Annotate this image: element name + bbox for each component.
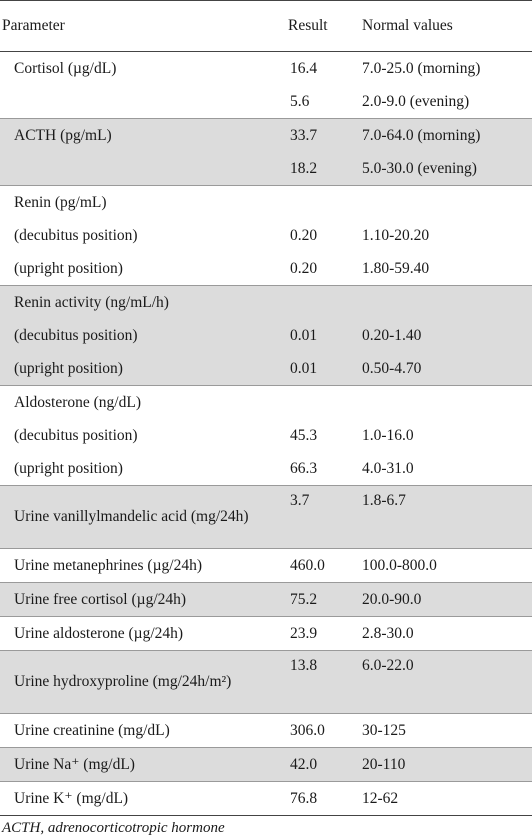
cell-result: 0.01 bbox=[272, 319, 360, 352]
cell-result: 13.8 bbox=[272, 651, 360, 714]
cell-normal bbox=[360, 186, 532, 220]
cell-normal: 2.8-30.0 bbox=[360, 617, 532, 651]
cell-parameter: Urine K⁺ (mg/dL) bbox=[0, 782, 272, 816]
cell-result: 0.20 bbox=[290, 259, 318, 277]
cell-normal: 0.50-4.70 bbox=[360, 352, 532, 386]
cell-parameter: (upright position) bbox=[14, 259, 123, 277]
cell-normal: 100.0-800.0 bbox=[360, 549, 532, 583]
cell-result: 75.2 bbox=[272, 583, 360, 617]
header-normal-values: Normal values bbox=[360, 1, 532, 52]
cell-parameter: Urine creatinine (mg/dL) bbox=[0, 714, 272, 748]
table-row bbox=[0, 617, 532, 651]
cell-normal: 7.0-64.0 (morning) bbox=[360, 119, 532, 153]
table-row bbox=[0, 748, 532, 782]
header-parameter: Parameter bbox=[0, 1, 272, 52]
cell-parameter: ACTH (pg/mL) bbox=[0, 119, 272, 153]
cell-result bbox=[272, 186, 360, 220]
cell-parameter: Renin activity (ng/mL/h) bbox=[0, 286, 272, 320]
cell-result: 33.7 bbox=[272, 119, 360, 153]
cell-parameter: Urine aldosterone (µg/24h) bbox=[0, 617, 272, 651]
cell-result: 460.0 bbox=[272, 549, 360, 583]
cell-result: 23.9 bbox=[272, 617, 360, 651]
cell-result: 42.0 bbox=[272, 748, 360, 782]
cell-parameter: (decubitus position) bbox=[14, 426, 138, 444]
cell-normal: 4.0-31.0 bbox=[362, 459, 414, 477]
cell-parameter: (upright position) bbox=[0, 352, 272, 386]
cell-normal: 20-110 bbox=[360, 748, 532, 782]
cell-normal: 1.10-20.20 bbox=[362, 226, 430, 244]
cell-normal: 0.20-1.40 bbox=[360, 319, 532, 352]
cell-normal: 1.8-6.7 bbox=[360, 486, 532, 549]
table-row bbox=[0, 651, 532, 714]
cell-normal: 1.80-59.40 bbox=[362, 259, 430, 277]
cell-normal: 1.0-16.0 bbox=[362, 426, 414, 444]
cell-normal: 30-125 bbox=[360, 714, 532, 748]
cell-parameter: (decubitus position) bbox=[0, 319, 272, 352]
cell-parameter: (decubitus position) bbox=[14, 226, 138, 244]
cell-normal: 5.0-30.0 (evening) bbox=[360, 152, 532, 186]
cell-normal: 2.0-9.0 (evening) bbox=[362, 92, 470, 110]
table-row bbox=[0, 419, 532, 452]
cell-result: 66.3 bbox=[290, 459, 318, 477]
table-row bbox=[0, 452, 532, 486]
table-row bbox=[0, 286, 532, 320]
cell-parameter: Urine Na⁺ (mg/dL) bbox=[0, 748, 272, 782]
table-row bbox=[0, 386, 532, 420]
table-row bbox=[0, 782, 532, 816]
cell-result bbox=[272, 286, 360, 320]
cell-parameter: (upright position) bbox=[14, 459, 123, 477]
cell-result: 18.2 bbox=[272, 152, 360, 186]
cell-parameter: Cortisol (µg/dL) bbox=[0, 52, 272, 86]
table-row bbox=[0, 352, 532, 386]
cell-normal bbox=[360, 286, 532, 320]
table-row bbox=[0, 186, 532, 220]
cell-result: 45.3 bbox=[290, 426, 318, 444]
table-row bbox=[0, 119, 532, 153]
cell-parameter: Urine free cortisol (µg/24h) bbox=[0, 583, 272, 617]
cell-result: 0.20 bbox=[290, 226, 318, 244]
cell-result: 3.7 bbox=[272, 486, 360, 549]
cell-normal: 7.0-25.0 (morning) bbox=[360, 52, 532, 86]
cell-normal: 20.0-90.0 bbox=[360, 583, 532, 617]
table-row bbox=[0, 219, 532, 252]
cell-result: 16.4 bbox=[272, 52, 360, 86]
cell-result: 5.6 bbox=[290, 92, 310, 110]
cell-parameter: Aldosterone (ng/dL) bbox=[0, 386, 272, 420]
table-footnote: ACTH, adrenocorticotropic hormone bbox=[2, 820, 225, 836]
table-row bbox=[0, 319, 532, 352]
cell-parameter bbox=[0, 152, 272, 186]
cell-result: 306.0 bbox=[272, 714, 360, 748]
cell-parameter: Urine metanephrines (µg/24h) bbox=[0, 549, 272, 583]
cell-normal bbox=[360, 386, 532, 420]
cell-parameter: Urine hydroxyproline (mg/24h/m²) bbox=[0, 651, 272, 714]
table-row bbox=[0, 52, 532, 86]
cell-parameter: Renin (pg/mL) bbox=[0, 186, 272, 220]
table-row bbox=[0, 252, 532, 286]
table-header bbox=[0, 1, 532, 52]
table-row bbox=[0, 486, 532, 549]
table-row bbox=[0, 583, 532, 617]
table-body bbox=[0, 52, 532, 816]
table-row bbox=[0, 152, 532, 186]
header-row bbox=[0, 1, 532, 52]
header-result: Result bbox=[272, 1, 360, 52]
cell-normal: 6.0-22.0 bbox=[360, 651, 532, 714]
cell-result: 76.8 bbox=[272, 782, 360, 816]
table-row bbox=[0, 714, 532, 748]
cell-parameter bbox=[0, 85, 272, 119]
cell-result: 0.01 bbox=[272, 352, 360, 386]
cell-parameter: Urine vanillylmandelic acid (mg/24h) bbox=[0, 486, 272, 549]
cell-result bbox=[272, 386, 360, 420]
table-row bbox=[0, 549, 532, 583]
table-row bbox=[0, 85, 532, 119]
cell-normal: 12-62 bbox=[360, 782, 532, 816]
